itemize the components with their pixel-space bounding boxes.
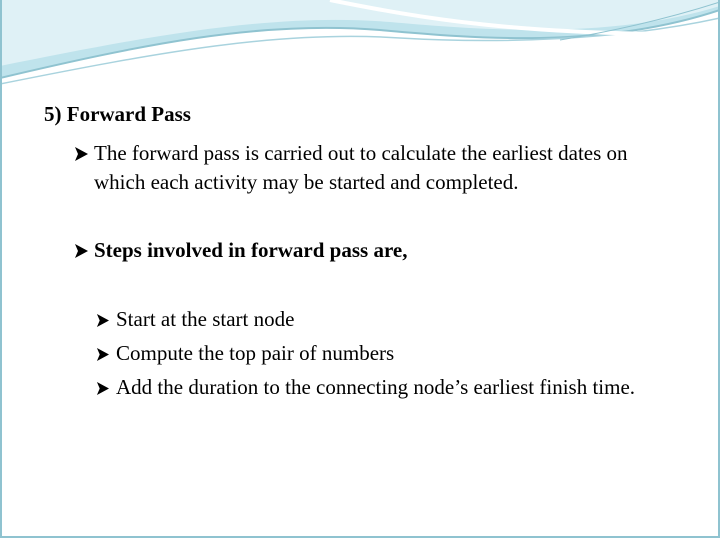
- sub-bullet-item: [96, 373, 686, 402]
- arrow-bullet-icon: [96, 382, 109, 395]
- sub-bullet-text: Compute the top pair of numbers: [116, 341, 395, 365]
- sub-bullet-item: [96, 305, 686, 334]
- arrow-bullet-icon: [74, 147, 88, 161]
- arrow-bullet-icon: [96, 314, 109, 327]
- arrow-bullet-icon: [74, 244, 88, 258]
- bullet-text: Steps involved in forward pass are,: [94, 238, 408, 262]
- sub-bullet-text: Add the duration to the connecting node’s earliest finish time.: [116, 375, 636, 399]
- bullet-item: [74, 236, 684, 265]
- sub-bullet-item: [96, 339, 686, 368]
- sub-bullet-text: Start at the start node: [116, 307, 295, 331]
- bullet-text: The forward pass is carried out to calculate the earliest dates on which each activity may be started and completed.: [94, 141, 628, 194]
- bullet-item: [74, 139, 684, 197]
- slide-title: 5) Forward Pass: [44, 102, 191, 126]
- arrow-bullet-icon: [96, 348, 109, 361]
